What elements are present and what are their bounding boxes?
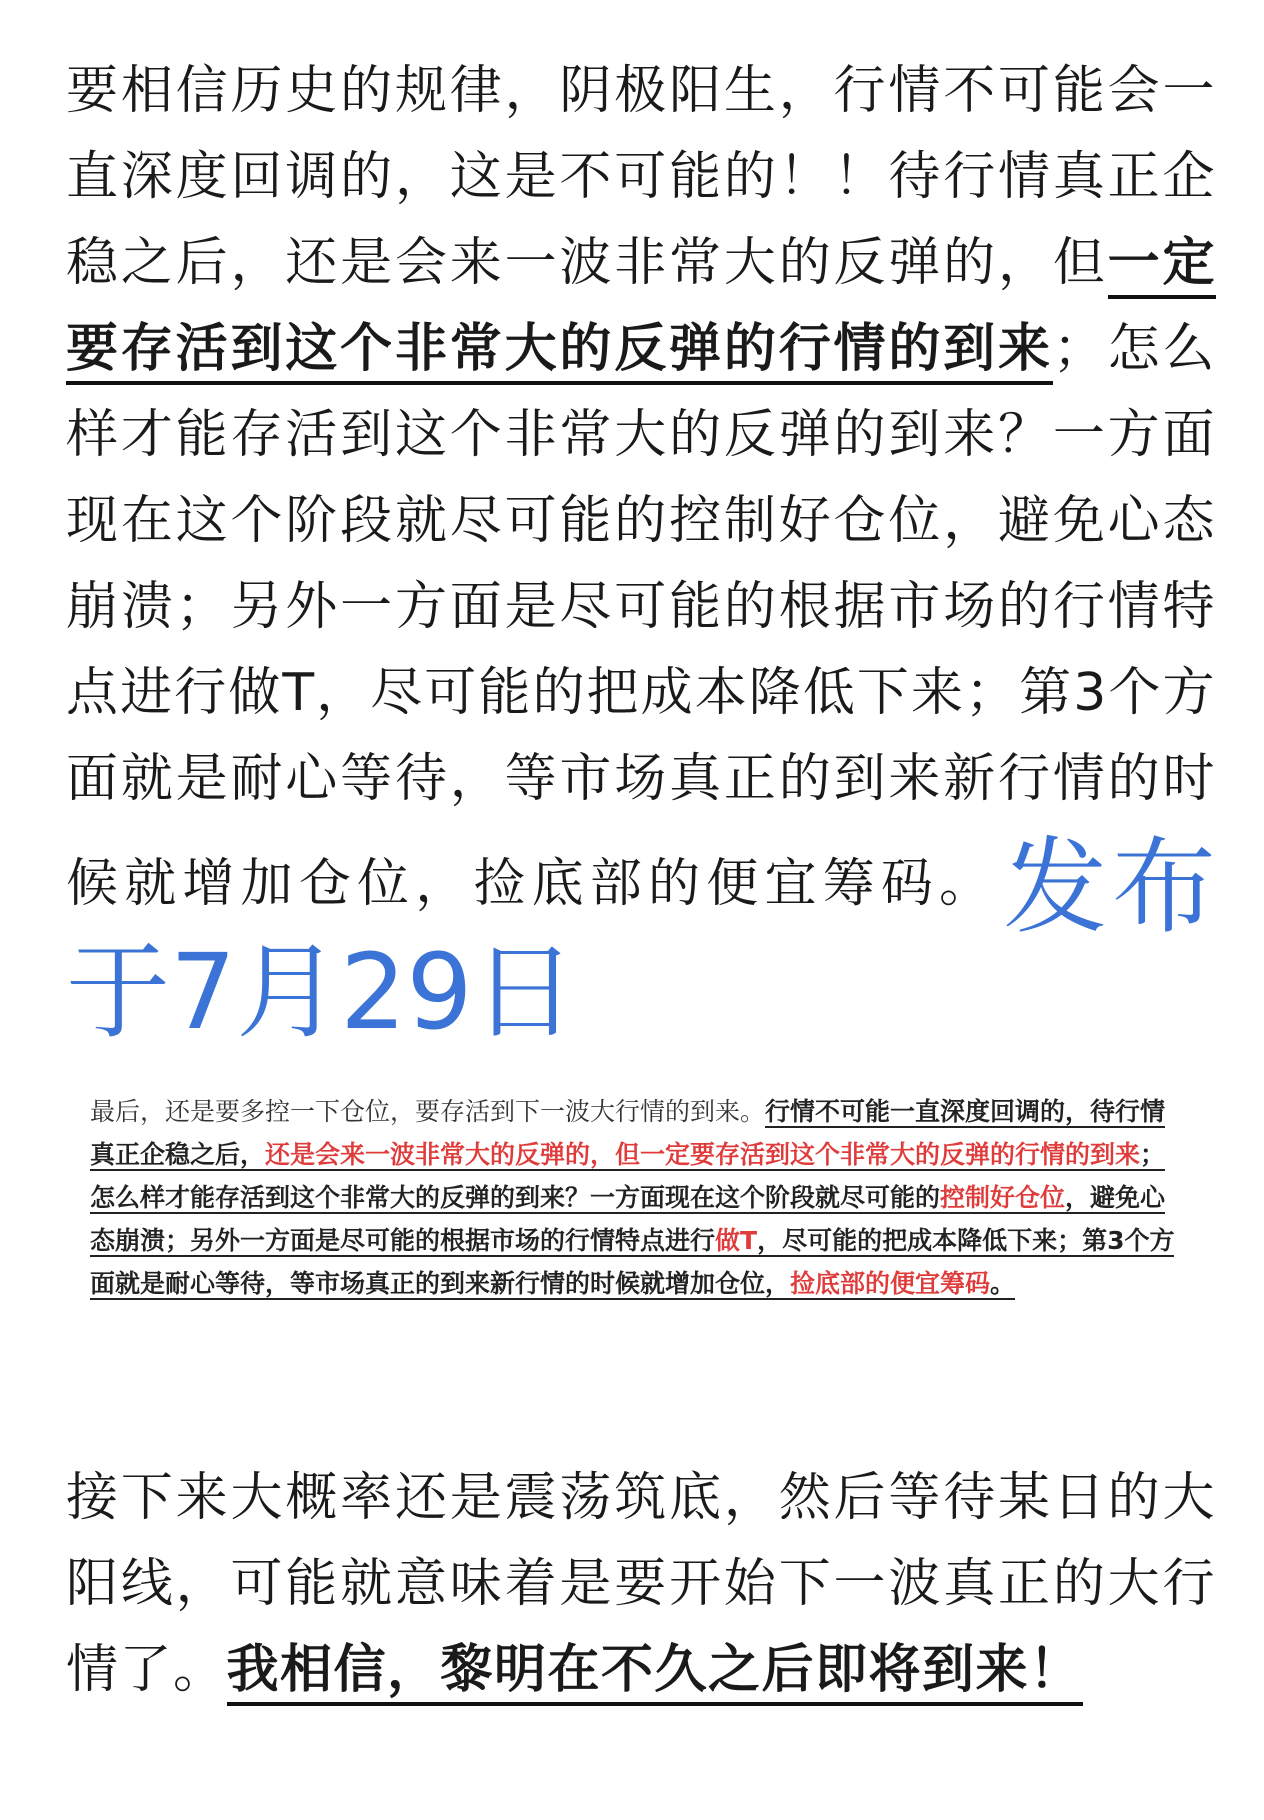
article-paragraph-top xyxy=(66,48,1216,1053)
quote-highlight-text: 捡底部的便宜筹码 xyxy=(790,1269,991,1298)
paragraph-text: 接下来大概率还是震荡筑底，然后等待某日的大阳线，可能就意味着是要开始下一波真正的大行情了。 xyxy=(66,1468,1216,1700)
quote-highlight-text: 还是会来一波非常大的反弹的，但一定要存活到这个非常大的反弹的行情的到来 xyxy=(265,1140,1141,1169)
publish-date-stamp: 发布于7月29日 xyxy=(66,826,1216,1053)
paragraph-text: 要相信历史的规律，阴极阳生，行情不可能会一直深度回调的，这是不可能的！！待行情真正企稳之后，还是会来一波非常大的反弹的，但 xyxy=(66,61,1216,293)
emphasis-text: 我相信，黎明在不久之后即将到来！ xyxy=(227,1640,1083,1706)
emphasis-text: 一定要存活到这个非常大的反弹的行情的到来 xyxy=(66,233,1216,385)
paragraph-text: ；怎么样才能存活到这个非常大的反弹的到来？一方面现在这个阶段就尽可能的控制好仓位，避免心态崩溃；另外一方面是尽可能的根据市场的行情特点进行做T，尽可能的把成本降低下来；第3个方面就是耐心等待，等市场真正的到来新行情的时候就增加仓位，捡底部的便宜筹码。 xyxy=(66,319,1216,914)
quote-bold-text: ，尽可能的把成本降低下来；第3个方面就是耐心等待，等市场真正的到来新行情的时候就增加仓位， xyxy=(90,1226,1175,1298)
quote-bold-text: 行情不可能一直深度回调的，待行情真正企稳之后， xyxy=(90,1097,1166,1169)
quote-text: 最后，还是要多控一下仓位，要存活到下一波大行情的到来。 xyxy=(90,1097,766,1126)
quote-highlight-text: 做T xyxy=(715,1226,758,1255)
quote-bold-text: ；怎么样才能存活到这个非常大的反弹的到来？一方面现在这个阶段就尽可能的 xyxy=(90,1140,1166,1212)
quoted-screenshot-block xyxy=(90,1090,1190,1305)
article-paragraph-bottom xyxy=(66,1455,1216,1713)
quote-bold-text: 。 xyxy=(990,1269,1016,1298)
quote-highlight-text: 控制好仓位 xyxy=(940,1183,1066,1212)
quote-bold-text: ，避免心态崩溃；另外一方面是尽可能的根据市场的行情特点进行 xyxy=(90,1183,1166,1255)
